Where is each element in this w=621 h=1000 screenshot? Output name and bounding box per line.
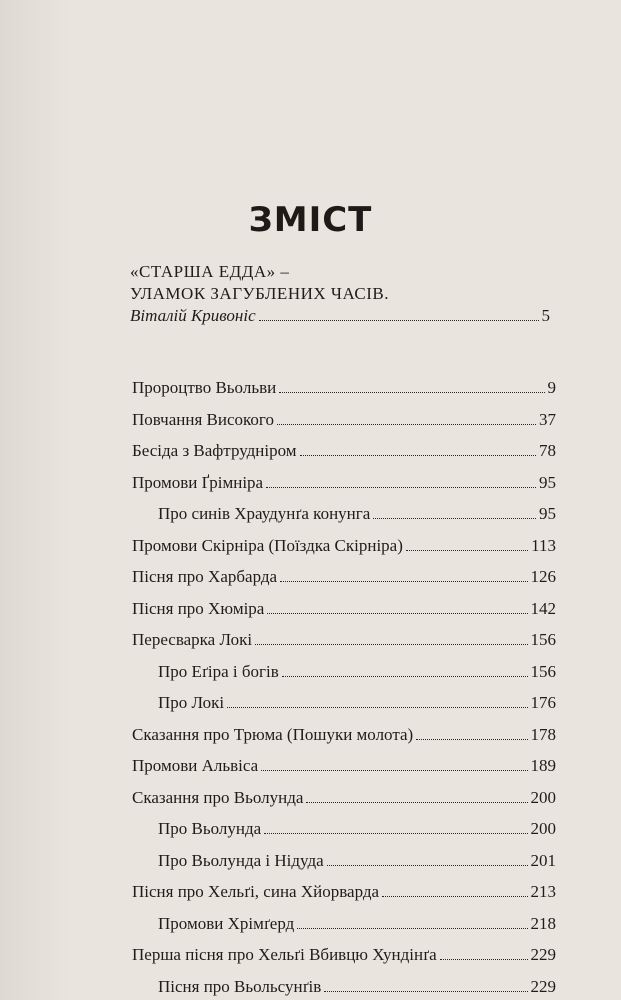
toc-subentry[interactable] (158, 850, 556, 872)
toc-entry-title: Про синів Храудунґа конунга (158, 504, 371, 523)
toc-entry-page: 189 (530, 756, 556, 775)
dot-leader (324, 991, 527, 992)
toc-entry[interactable] (132, 944, 556, 966)
dot-leader (306, 802, 527, 803)
toc-entry[interactable] (132, 566, 556, 588)
toc-subentry[interactable] (158, 661, 556, 683)
toc-subentry[interactable] (158, 913, 556, 935)
dot-leader (382, 896, 527, 897)
toc-entry-title: Про Еґіра і богів (158, 661, 279, 681)
page-title: ЗМІСТ (248, 200, 373, 240)
dot-leader (266, 487, 536, 488)
toc-entry-title: Пісня про Вьольсунґів (158, 976, 322, 996)
dot-leader (277, 424, 536, 425)
dot-leader (373, 518, 536, 519)
dot-leader (300, 455, 536, 456)
toc-entry-title: Промови Альвіса (132, 756, 259, 775)
intro-page-number: 5 (541, 306, 550, 325)
dot-leader (440, 959, 528, 960)
dot-leader (261, 770, 527, 771)
toc-entry-page: 213 (530, 882, 556, 901)
intro-heading-line2: УЛАМОК ЗАГУБЛЕНИХ ЧАСІВ. (130, 284, 389, 303)
toc-subentry[interactable] (158, 503, 556, 525)
toc-entry-page: 95 (539, 504, 556, 523)
toc-entry-title: Про Локі (158, 693, 225, 712)
toc-entry-title: Сказання про Трюма (Пошуки молота) (132, 724, 414, 744)
toc-entry[interactable] (132, 881, 556, 903)
toc-entry-page: 201 (530, 850, 556, 870)
dot-leader (282, 676, 528, 677)
toc-entry-page: 229 (530, 945, 556, 964)
toc-entry-title: Бесіда з Вафтрудніром (132, 441, 297, 460)
toc-entry-title: Промови Ґрімніра (132, 472, 264, 492)
toc-entry-page: 156 (530, 661, 556, 681)
toc-entry[interactable] (132, 409, 556, 431)
toc-entry[interactable] (132, 724, 556, 746)
toc-entry-page: 95 (539, 472, 556, 492)
toc-entry-title: Пісня про Хельґі, сина Хйорварда (132, 882, 380, 901)
toc-entry-page: 229 (530, 976, 556, 996)
toc-entry-page: 113 (531, 535, 556, 555)
toc-entry[interactable] (132, 629, 556, 651)
dot-leader (280, 581, 527, 582)
dot-leader (267, 613, 527, 614)
toc-subentry[interactable] (158, 692, 556, 714)
toc-entry-page: 200 (530, 819, 556, 838)
toc-subentry[interactable] (158, 976, 556, 998)
dot-leader (327, 865, 528, 866)
toc-entry-title: Повчання Високого (132, 409, 274, 429)
dot-leader (264, 833, 527, 834)
toc-entry-page: 9 (547, 378, 556, 397)
intro-heading-line1: «СТАРША ЕДДА» – (130, 262, 290, 281)
toc-entry[interactable] (132, 472, 556, 494)
toc-entry[interactable] (132, 598, 556, 620)
dot-leader (279, 392, 544, 393)
dot-leader (297, 928, 527, 929)
toc-entry-title: Промови Хрімґерд (158, 913, 295, 933)
toc-entry-title: Про Вьолунда (158, 819, 262, 838)
dot-leader (406, 550, 528, 551)
toc-entry-title: Про Вьолунда і Нідуда (158, 850, 324, 870)
toc-entry-page: 142 (530, 598, 556, 618)
toc-entry-page: 126 (530, 567, 556, 586)
intro-author: Віталій Кривоніс (130, 306, 256, 325)
toc-entry-title: Пісня про Харбарда (132, 567, 278, 586)
dot-leader (227, 707, 527, 708)
toc-subentry[interactable] (158, 818, 556, 840)
toc-entry-page: 178 (530, 724, 556, 744)
toc-entry-page: 200 (530, 787, 556, 807)
toc-entry-title: Сказання про Вьолунда (132, 787, 304, 807)
toc-entry[interactable] (132, 787, 556, 809)
toc-entry[interactable] (132, 755, 556, 777)
toc-entry-page: 176 (530, 693, 556, 712)
toc-entry-title: Пересварка Локі (132, 630, 253, 649)
toc-entry-page: 156 (530, 630, 556, 649)
toc-entry[interactable] (132, 377, 556, 399)
toc-entry-page: 78 (539, 441, 556, 460)
toc-entry[interactable] (132, 440, 556, 462)
toc-entry-title: Промови Скірніра (Поїздка Скірніра) (132, 535, 403, 555)
toc-entry-title: Пророцтво Вьольви (132, 378, 277, 397)
dot-leader (416, 739, 527, 740)
toc-entry[interactable] (132, 535, 556, 557)
toc-entry-title: Пісня про Хюміра (132, 598, 265, 618)
toc-entry-page: 218 (530, 913, 556, 933)
toc-entry-title: Перша пісня про Хельґі Вбивцю Хундінґа (132, 945, 437, 964)
toc-entry-page: 37 (539, 409, 556, 429)
dot-leader (255, 644, 527, 645)
